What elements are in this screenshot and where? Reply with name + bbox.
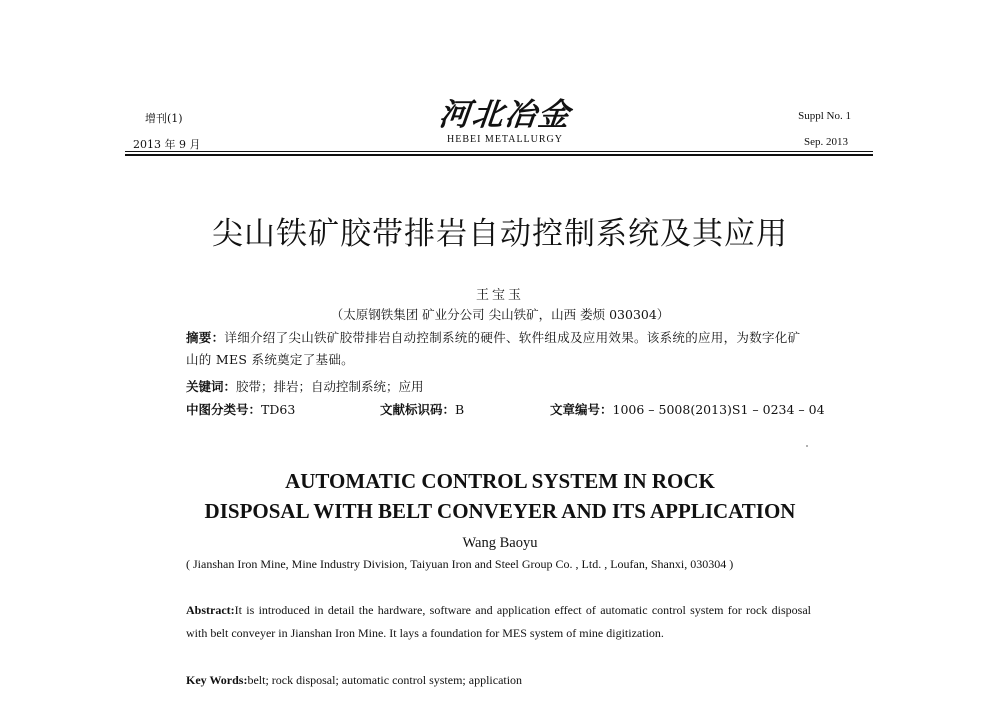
affiliation-en: ( Jianshan Iron Mine, Mine Industry Division, Taiyuan Iron and Steel Group Co. , Ltd. , Loufan, Shanxi, 030304 ) — [186, 557, 734, 571]
title-en-line-1: AUTOMATIC CONTROL SYSTEM IN ROCK — [285, 469, 715, 493]
journal-logo: 河北冶金 — [437, 97, 573, 133]
scan-speck — [806, 445, 808, 447]
document-code-value: B — [455, 402, 465, 417]
author-cn: 王宝玉 — [475, 288, 524, 303]
date-label-cn: 2013 年 9 月 — [133, 138, 201, 151]
abstract-label-cn: 摘要： — [186, 330, 225, 345]
keywords-label-cn: 关键词： — [186, 379, 237, 394]
issue-label-en: Suppl No. 1 — [798, 110, 851, 122]
keywords-label-en: Key Words: — [186, 673, 248, 687]
keywords-text-en: belt; rock disposal; automatic control system; application — [247, 673, 523, 687]
keywords-cn — [186, 377, 424, 395]
header-rule-thick — [125, 154, 873, 156]
document-code — [380, 400, 464, 418]
abstract-cn — [186, 327, 811, 371]
abstract-en — [186, 599, 811, 645]
date-label-en: Sep. 2013 — [804, 136, 848, 148]
title-en — [0, 466, 1000, 526]
issue-label-cn: 增刊(1) — [145, 112, 183, 125]
article-number-value: 1006 – 5008(2013)S1 – 0234 – 04 — [612, 402, 825, 417]
author-en: Wang Baoyu — [462, 535, 538, 551]
affiliation-cn: （太原钢铁集团 矿业分公司 尖山铁矿，山西 娄烦 030304） — [330, 307, 670, 322]
article-number — [550, 400, 825, 418]
keywords-en — [186, 669, 811, 692]
abstract-text-en: It is introduced in detail the hardware, software and application effect of automatic control system for rock disposal with belt conveyer in Jianshan Iron Mine. It lays a foundation for MES system of mine digitization. — [186, 603, 811, 640]
journal-masthead — [405, 98, 605, 146]
keywords-text-cn: 胶带；排岩；自动控制系统；应用 — [236, 379, 424, 394]
header-rule-thin — [125, 151, 873, 152]
abstract-label-en: Abstract: — [186, 603, 235, 617]
journal-name-en: HEBEI METALLURGY — [446, 134, 564, 145]
title-cn: 尖山铁矿胶带排岩自动控制系统及其应用 — [212, 216, 788, 252]
clc-number — [186, 400, 295, 418]
clc-label: 中图分类号： — [186, 402, 262, 417]
document-code-label: 文献标识码： — [380, 402, 456, 417]
abstract-text-cn: 详细介绍了尖山铁矿胶带排岩自动控制系统的硬件、软件组成及应用效果。该系统的应用，为数字化矿山的 MES 系统奠定了基础。 — [186, 330, 801, 367]
clc-value: TD63 — [261, 402, 296, 417]
title-en-line-2: DISPOSAL WITH BELT CONVEYER AND ITS APPLICATION — [204, 499, 796, 523]
article-number-label: 文章编号： — [550, 402, 613, 417]
